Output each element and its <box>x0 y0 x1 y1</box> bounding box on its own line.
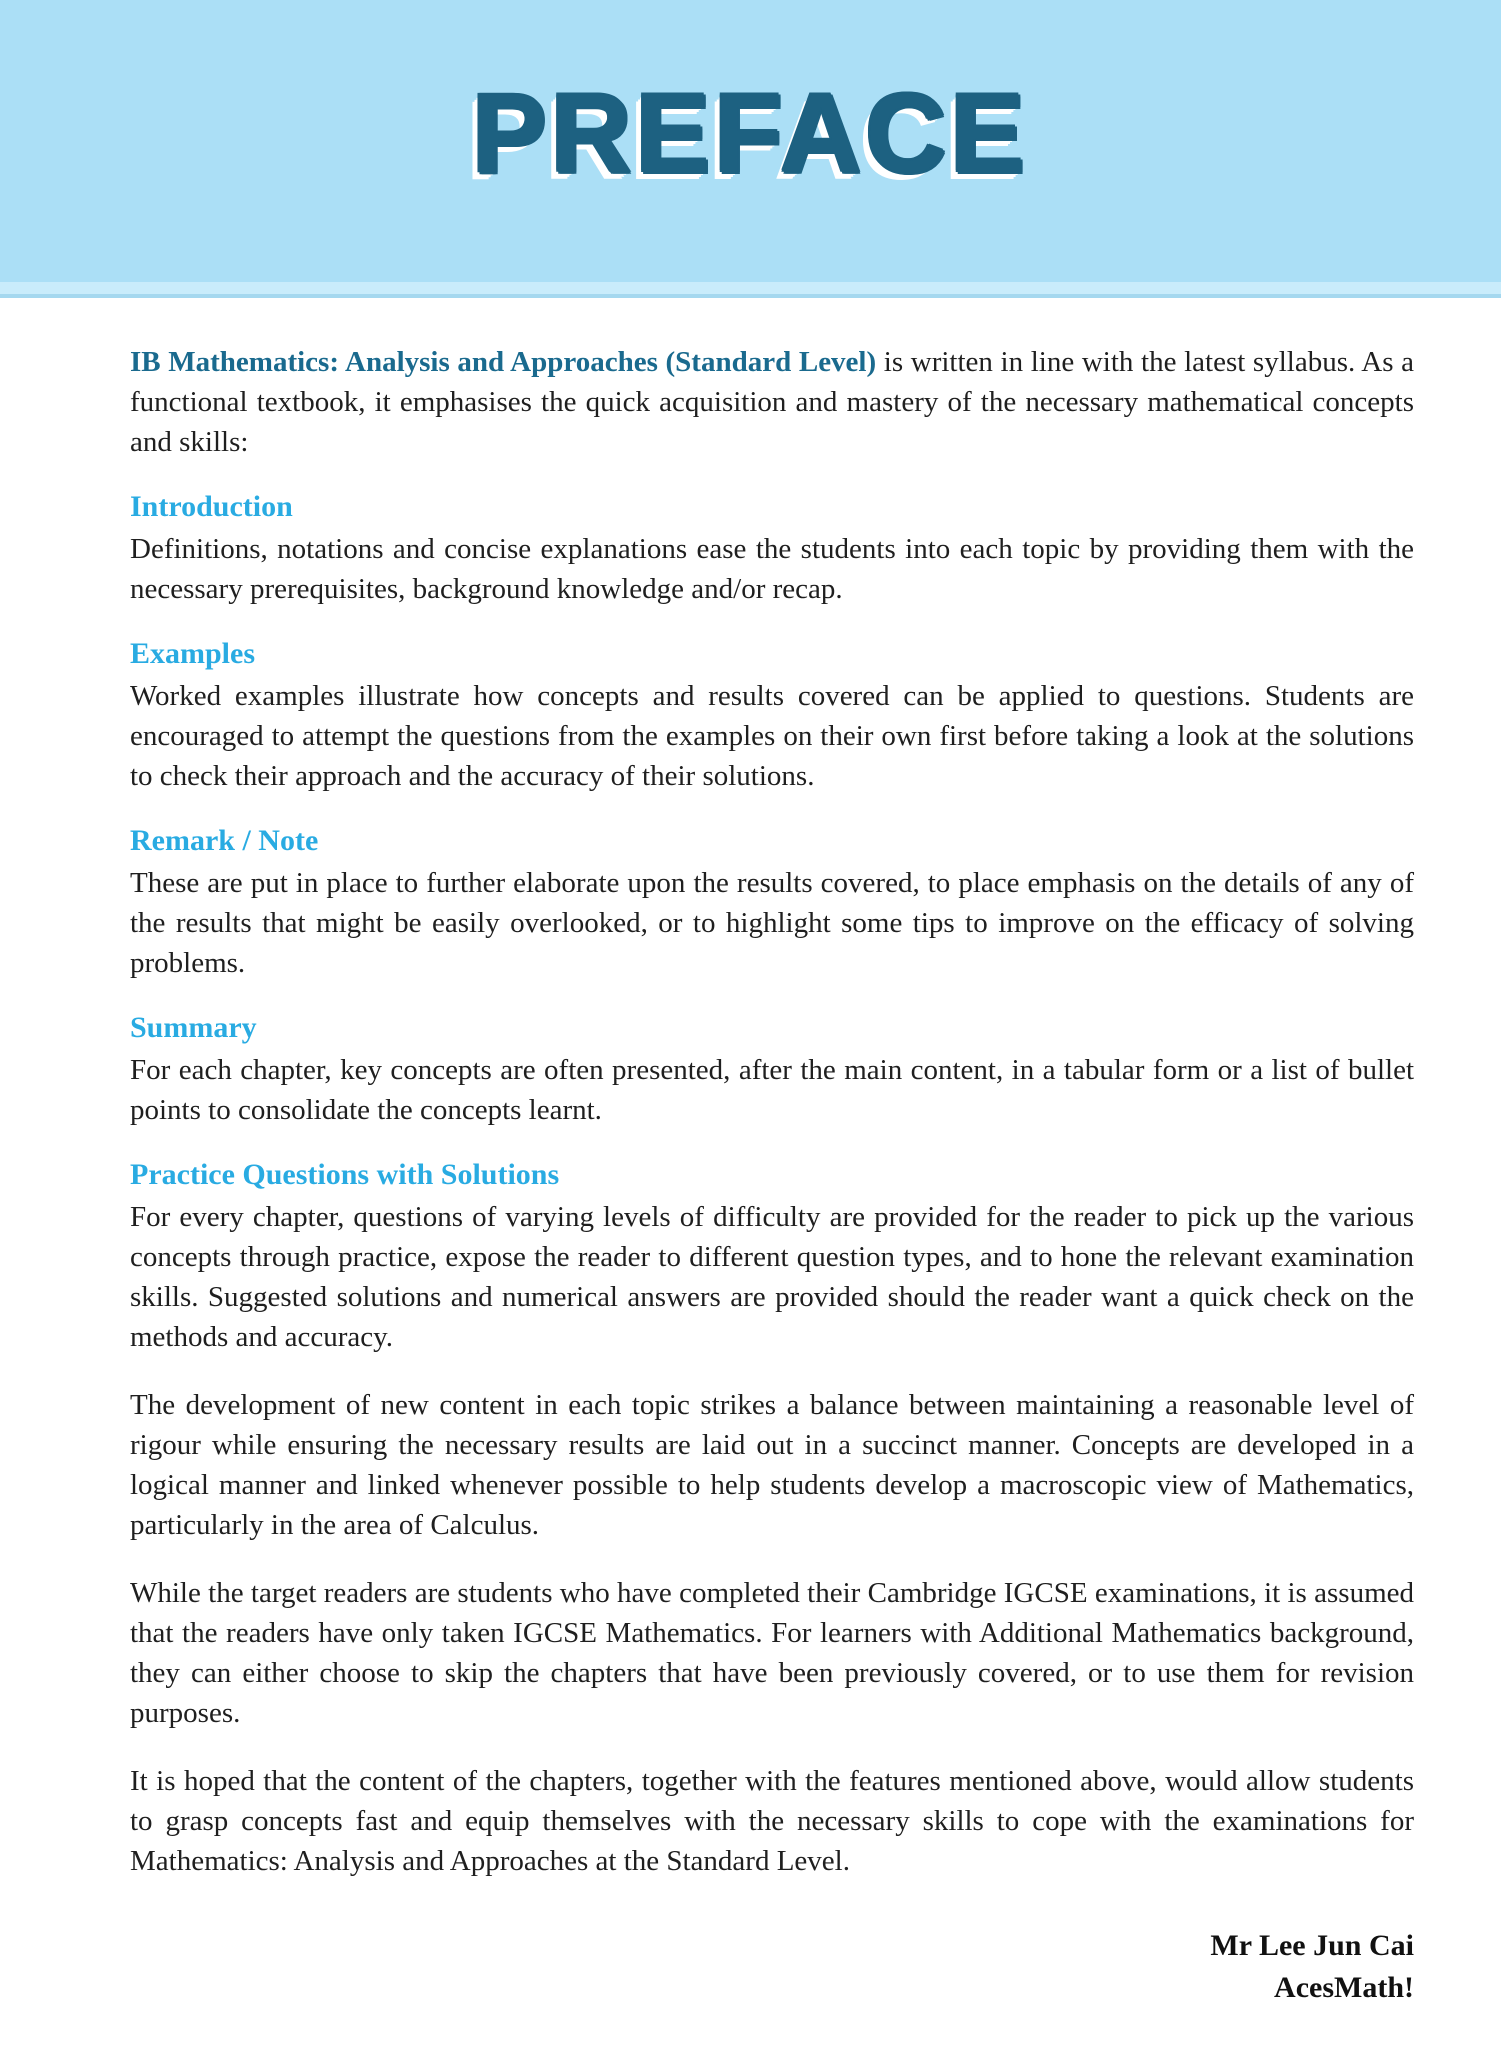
section-body-examples: Worked examples illustrate how concepts and results covered can be applied to questions. Students are encouraged to attempt the questions from the examples on their own first before taking a look at the solutions to check their approach and the accuracy of their solutions. <box>130 680 1414 792</box>
section-heading-remark-note: Remark / Note <box>130 824 319 857</box>
section-body-summary: For each chapter, key concepts are often presented, after the main content, in a tabular form or a list of bullet points to consolidate the concepts learnt. <box>130 1054 1414 1126</box>
section-summary <box>130 1009 1414 1130</box>
book-title-text: IB Mathematics: Analysis and Approaches (Standard Level) <box>130 346 877 378</box>
closing-paragraphs <box>130 1385 1414 1881</box>
header-band <box>0 0 1501 298</box>
section-heading-summary: Summary <box>130 1011 257 1044</box>
signature-author-name: Mr Lee Jun Cai <box>1210 1929 1414 1962</box>
lead-paragraph-rest: is written in line with the latest syllabus. As a functional textbook, it emphasises the quick acquisition and mastery of the necessary mathematical concepts and skills: <box>130 346 1414 458</box>
section-introduction <box>130 488 1414 609</box>
section-remark-note <box>130 822 1414 983</box>
section-examples <box>130 635 1414 796</box>
closing-paragraph-development: The development of new content in each topic strikes a balance between maintaining a reasonable level of rigour while ensuring the necessary results are laid out in a succinct manner. Concepts are developed in a logical manner and linked whenever possible to help students develop a macroscopic view of Mathematics, particularly in the area of Calculus. <box>130 1389 1414 1541</box>
closing-paragraph-target-readers: While the target readers are students who have completed their Cambridge IGCSE examinations, it is assumed that the readers have only taken IGCSE Mathematics. For learners with Additional Mathematics background, they can either choose to skip the chapters that have been previously covered, or to use them for revision purposes. <box>130 1577 1414 1729</box>
signature-block <box>130 1925 1414 2009</box>
content-area <box>0 298 1501 2009</box>
section-body-remark-note: These are put in place to further elaborate upon the results covered, to place emphasis on the details of any of the results that might be easily overlooked, or to highlight some tips to improve on the efficacy of solving problems. <box>130 867 1414 979</box>
lead-paragraph <box>130 342 1414 462</box>
closing-paragraph-hope: It is hoped that the content of the chapters, together with the features mentioned above, would allow students to grasp concepts fast and equip themselves with the necessary skills to cope with the examinations for Mathematics: Analysis and Approaches at the Standard Level. <box>130 1765 1414 1877</box>
section-body-practice-questions: For every chapter, questions of varying levels of difficulty are provided for the reader to pick up the various concepts through practice, expose the reader to different question types, and to hone the relevant examination skills. Suggested solutions and numerical answers are provided should the reader want a quick check on the methods and accuracy. <box>130 1201 1414 1353</box>
section-heading-introduction: Introduction <box>130 490 293 523</box>
section-heading-examples: Examples <box>130 637 256 670</box>
section-body-introduction: Definitions, notations and concise explanations ease the students into each topic by providing them with the necessary prerequisites, background knowledge and/or recap. <box>130 533 1414 605</box>
section-practice-questions <box>130 1156 1414 1357</box>
section-heading-practice-questions: Practice Questions with Solutions <box>130 1158 560 1191</box>
signature-brand-name: AcesMath! <box>1274 1971 1414 2004</box>
page-title: PREFACE <box>472 71 1029 196</box>
